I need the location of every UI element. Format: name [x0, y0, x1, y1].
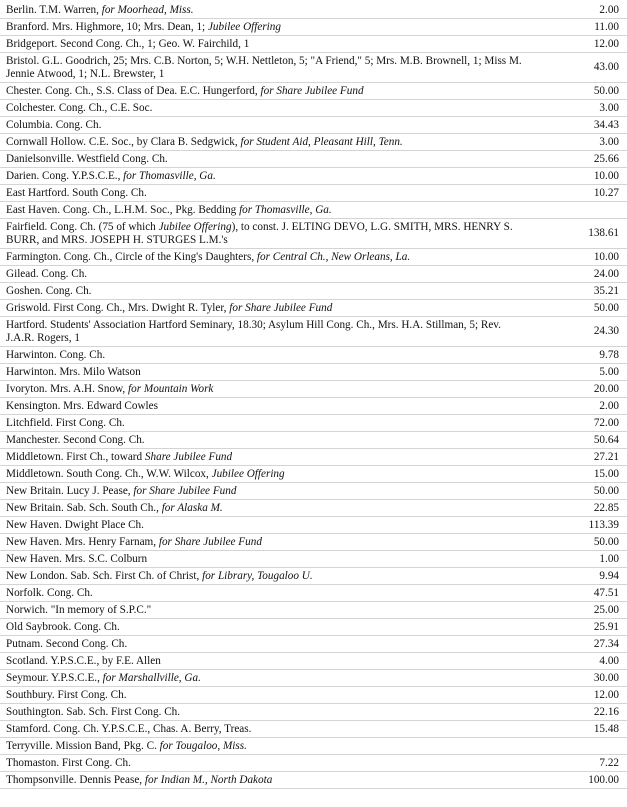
entry-amount: 1.00: [599, 552, 619, 565]
entry-text: Fairfield. Cong. Ch. (75 of which: [6, 220, 159, 233]
ledger-row: [0, 551, 627, 568]
entry-amount: 100.00: [588, 773, 619, 786]
entry-description: [6, 434, 559, 447]
entry-amount: 2.00: [599, 399, 619, 412]
entry-amount: 35.21: [593, 284, 619, 297]
ledger-row: [0, 500, 627, 517]
entry-text: Branford. Mrs. Highmore, 10; Mrs. Dean, 1;: [6, 20, 208, 33]
ledger-row: [0, 364, 627, 381]
entry-amount: 27.34: [593, 637, 619, 650]
entry-designation: for Thomasville, Ga.: [239, 203, 332, 216]
ledger-row: [0, 202, 627, 219]
entry-text: Norfolk. Cong. Ch.: [6, 586, 93, 599]
entry-text: Hartford. Students' Association Hartford Seminary, 18.30; Asylum Hill Cong. Ch., Mrs. H.A. Stillman, 5; Rev. J.A.R. Rogers, 1: [6, 318, 501, 344]
ledger-row: [0, 151, 627, 168]
entry-amount: 72.00: [593, 416, 619, 429]
entry-text: Southbury. First Cong. Ch.: [6, 688, 127, 701]
entry-text: Bridgeport. Second Cong. Ch., 1; Geo. W. Fairchild, 1: [6, 37, 250, 50]
entry-amount: 9.78: [599, 348, 619, 361]
entry-description: [6, 136, 559, 149]
ledger-row: [0, 317, 627, 347]
entry-amount: 7.22: [599, 756, 619, 769]
entry-description: [6, 553, 559, 566]
entry-description: [6, 285, 559, 298]
entry-description: [6, 604, 559, 617]
entry-designation: for Share Jubilee Fund: [158, 535, 262, 548]
entry-description: [6, 502, 559, 515]
entry-amount: 12.00: [593, 688, 619, 701]
entry-text: Southington. Sab. Sch. First Cong. Ch.: [6, 705, 181, 718]
entry-amount: 50.00: [593, 301, 619, 314]
entry-amount: 50.00: [593, 535, 619, 548]
entry-text: Old Saybrook. Cong. Ch.: [6, 620, 120, 633]
ledger-row: [0, 687, 627, 704]
entry-text: Terryville. Mission Band, Pkg. C.: [6, 739, 160, 752]
entry-amount: 24.00: [593, 267, 619, 280]
ledger-row: [0, 300, 627, 317]
entry-amount: 20.00: [593, 382, 619, 395]
ledger-row: [0, 19, 627, 36]
entry-text: Manchester. Second Cong. Ch.: [6, 433, 145, 446]
entry-description: [6, 251, 559, 264]
entry-text: New Haven. Mrs. S.C. Colburn: [6, 552, 148, 565]
entry-description: [6, 4, 559, 17]
ledger-row: [0, 738, 627, 755]
ledger-row: [0, 432, 627, 449]
ledger-row: [0, 636, 627, 653]
ledger-row: [0, 398, 627, 415]
entry-amount: 11.00: [594, 20, 619, 33]
entry-amount: 50.64: [593, 433, 619, 446]
entry-text: Ivoryton. Mrs. A.H. Snow,: [6, 382, 129, 395]
ledger-row: [0, 483, 627, 500]
entry-description: [6, 400, 559, 413]
ledger-row: [0, 283, 627, 300]
ledger-row: [0, 53, 627, 83]
ledger-row: [0, 772, 627, 789]
entry-text: Columbia. Cong. Ch.: [6, 118, 102, 131]
entry-text: Middletown. First Ch., toward: [6, 450, 145, 463]
entry-amount: 22.16: [593, 705, 619, 718]
entry-amount: 15.48: [593, 722, 619, 735]
entry-text: New Haven. Mrs. Henry Farnam,: [6, 535, 159, 548]
entry-amount: 50.00: [593, 484, 619, 497]
ledger-row: [0, 449, 627, 466]
entry-description: [6, 349, 559, 362]
entry-text: Thompsonville. Dennis Pease,: [6, 773, 145, 786]
entry-text: East Haven. Cong. Ch., L.H.M. Soc., Pkg. Bedding: [6, 203, 240, 216]
entry-designation: for Share Jubilee Fund: [260, 84, 364, 97]
entry-amount: 43.00: [593, 61, 619, 73]
entry-description: [6, 587, 559, 600]
ledger-row: [0, 466, 627, 483]
ledger-row: [0, 185, 627, 202]
entry-text: Chester. Cong. Ch., S.S. Class of Dea. E.C. Hungerford,: [6, 84, 261, 97]
entry-amount: 47.51: [593, 586, 619, 599]
entry-amount: 25.91: [593, 620, 619, 633]
ledger-row: [0, 670, 627, 687]
entry-designation: for Moorhead, Miss.: [101, 3, 194, 16]
entry-description: [6, 153, 559, 166]
entry-text: Goshen. Cong. Ch.: [6, 284, 92, 297]
entry-text: Danielsonville. Westfield Cong. Ch.: [6, 152, 168, 165]
entry-text: Scotland. Y.P.S.C.E., by F.E. Allen: [6, 654, 161, 667]
entry-amount: 10.27: [593, 186, 619, 199]
entry-designation: for Share Jubilee Fund: [133, 484, 237, 497]
ledger-row: [0, 585, 627, 602]
entry-amount: 2.00: [599, 3, 619, 16]
entry-description: [6, 638, 559, 651]
entry-description: [6, 706, 559, 719]
entry-text: Litchfield. First Cong. Ch.: [6, 416, 125, 429]
entry-amount: 3.00: [599, 101, 619, 114]
entry-text: New London. Sab. Sch. First Ch. of Christ,: [6, 569, 203, 582]
entry-description: [6, 774, 559, 787]
entry-text: Griswold. First Cong. Ch., Mrs. Dwight R. Tyler,: [6, 301, 230, 314]
entry-description: [6, 451, 559, 464]
entry-text: Harwinton. Mrs. Milo Watson: [6, 365, 141, 378]
ledger-row: [0, 517, 627, 534]
entry-amount: 25.66: [593, 152, 619, 165]
entry-description: [6, 21, 559, 34]
entry-designation: for Student Aid, Pleasant Hill, Tenn.: [240, 135, 403, 148]
entry-text: Stamford. Cong. Ch. Y.P.S.C.E., Chas. A. Berry, Treas.: [6, 722, 252, 735]
entry-amount: 113.39: [588, 518, 619, 531]
ledger-row: [0, 117, 627, 134]
entry-text: Bristol. G.L. Goodrich, 25; Mrs. C.B. Norton, 5; W.H. Nettleton, 5; "A Friend," 5; Mrs. M.B. Brownell, 1; Miss M. Jennie Atwood, 1; N.L. Brewster, 1: [6, 54, 522, 80]
entry-text: ), to const. J. ELTING DEVO, L.G. SMITH, MRS. HENRY S. BURR, and MRS. JOSEPH H. STURGES L.M.'s: [6, 220, 513, 246]
ledger-row: [0, 134, 627, 151]
entry-description: [6, 655, 559, 668]
entry-amount: 12.00: [593, 37, 619, 50]
ledger-row: [0, 219, 627, 249]
entry-designation: for Mountain Work: [128, 382, 214, 395]
entry-description: [6, 383, 559, 396]
entry-text: Colchester. Cong. Ch., C.E. Soc.: [6, 101, 153, 114]
ledger-row: [0, 568, 627, 585]
entry-amount: 10.00: [593, 169, 619, 182]
ledger-row: [0, 619, 627, 636]
entry-designation: Jubilee Offering: [207, 20, 281, 33]
entry-description: [6, 723, 559, 736]
entry-designation: for Library, Tougaloo U.: [202, 569, 313, 582]
entry-designation: for Alaska M.: [161, 501, 223, 514]
entry-description: [6, 187, 559, 200]
entry-description: [6, 268, 559, 281]
entry-description: [6, 102, 559, 115]
entry-text: Harwinton. Cong. Ch.: [6, 348, 106, 361]
entry-description: [6, 570, 559, 583]
ledger-row: [0, 653, 627, 670]
entry-text: Thomaston. First Cong. Ch.: [6, 756, 131, 769]
ledger-row: [0, 602, 627, 619]
ledger-row: [0, 721, 627, 738]
entry-amount: 138.61: [588, 227, 619, 239]
entry-description: [6, 55, 559, 81]
ledger-row: [0, 266, 627, 283]
entry-amount: 10.00: [593, 250, 619, 263]
entry-description: [6, 366, 559, 379]
entry-designation: Jubilee Offering: [158, 220, 232, 233]
ledger-row: [0, 347, 627, 364]
ledger-row: [0, 100, 627, 117]
entry-description: [6, 757, 559, 770]
ledger-row: [0, 534, 627, 551]
entry-designation: for Tougaloo, Miss.: [159, 739, 247, 752]
entry-text: Seymour. Y.P.S.C.E.,: [6, 671, 103, 684]
entry-designation: Share Jubilee Fund: [144, 450, 233, 463]
ledger-row: [0, 704, 627, 721]
entry-amount: 22.85: [593, 501, 619, 514]
entry-description: [6, 170, 559, 183]
entry-description: [6, 468, 559, 481]
entry-amount: 5.00: [599, 365, 619, 378]
entry-text: Gilead. Cong. Ch.: [6, 267, 88, 280]
entry-text: Norwich. "In memory of S.P.C.": [6, 603, 152, 616]
entry-amount: 34.43: [593, 118, 619, 131]
ledger-row: [0, 415, 627, 432]
entry-description: [6, 485, 559, 498]
entry-amount: 3.00: [599, 135, 619, 148]
entry-description: [6, 38, 559, 51]
entry-text: Darien. Cong. Y.P.S.C.E.,: [6, 169, 124, 182]
ledger-row: [0, 2, 627, 19]
entry-amount: 24.30: [593, 325, 619, 337]
entry-amount: 25.00: [593, 603, 619, 616]
entry-amount: 4.00: [599, 654, 619, 667]
entry-description: [6, 417, 559, 430]
entry-description: [6, 672, 559, 685]
entry-designation: Jubilee Offering: [211, 467, 285, 480]
entry-text: New Haven. Dwight Place Ch.: [6, 518, 144, 531]
entry-designation: for Indian M., North Dakota: [144, 773, 273, 786]
entry-description: [6, 85, 559, 98]
entry-amount: 50.00: [593, 84, 619, 97]
entry-description: [6, 740, 559, 753]
entry-description: [6, 621, 559, 634]
entry-text: East Hartford. South Cong. Ch.: [6, 186, 147, 199]
entry-description: [6, 204, 559, 217]
entry-amount: 27.21: [593, 450, 619, 463]
entry-designation: for Marshallville, Ga.: [102, 671, 201, 684]
entry-amount: 15.00: [593, 467, 619, 480]
entry-amount: 30.00: [593, 671, 619, 684]
entry-text: New Britain. Lucy J. Pease,: [6, 484, 134, 497]
entry-text: Putnam. Second Cong. Ch.: [6, 637, 128, 650]
entry-description: [6, 536, 559, 549]
entry-text: Farmington. Cong. Ch., Circle of the King's Daughters,: [6, 250, 257, 263]
entry-description: [6, 302, 559, 315]
entry-designation: for Thomasville, Ga.: [123, 169, 216, 182]
ledger-row: [0, 168, 627, 185]
entry-designation: for Share Jubilee Fund: [229, 301, 333, 314]
entry-text: Kensington. Mrs. Edward Cowles: [6, 399, 158, 412]
entry-designation: for Central Ch., New Orleans, La.: [256, 250, 411, 263]
entry-text: New Britain. Sab. Sch. South Ch.,: [6, 501, 162, 514]
ledger-row: [0, 755, 627, 772]
entry-text: Berlin. T.M. Warren,: [6, 3, 102, 16]
entry-description: [6, 319, 559, 345]
entry-description: [6, 519, 559, 532]
entry-text: Middletown. South Cong. Ch., W.W. Wilcox,: [6, 467, 212, 480]
ledger-row: [0, 83, 627, 100]
entry-text: Cornwall Hollow. C.E. Soc., by Clara B. Sedgwick,: [6, 135, 241, 148]
ledger-row: [0, 249, 627, 266]
entry-amount: 9.94: [599, 569, 619, 582]
ledger-row: [0, 36, 627, 53]
entry-description: [6, 221, 559, 247]
ledger-row: [0, 381, 627, 398]
entry-description: [6, 689, 559, 702]
entry-description: [6, 119, 559, 132]
